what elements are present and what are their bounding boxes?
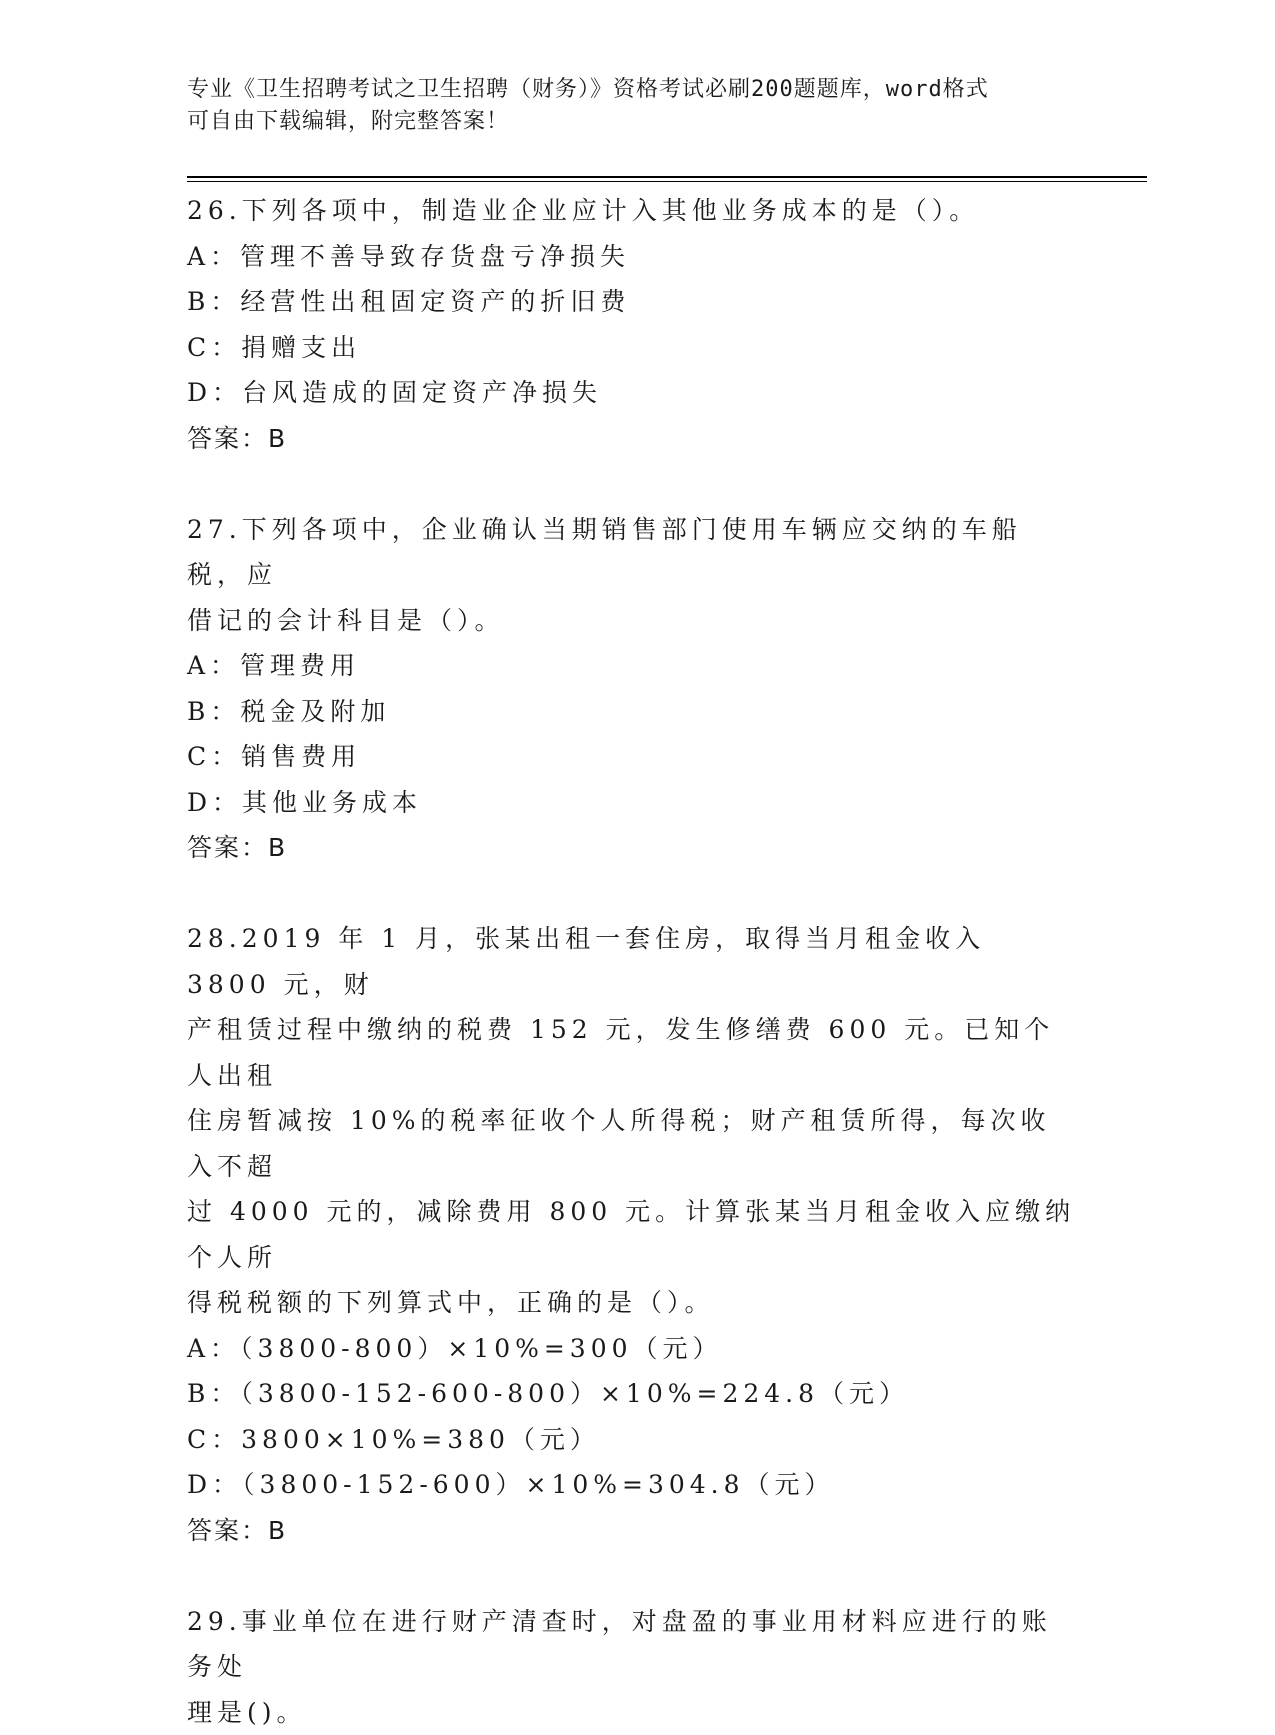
header-divider-thick — [187, 176, 1147, 178]
option-b: B：（3800-152-600-800）×10%=224.8（元） — [187, 1371, 1077, 1417]
header-line-1: 专业《卫生招聘考试之卫生招聘（财务）》资格考试必刷200题题库，word格式 — [187, 74, 1067, 106]
question-27 — [187, 507, 1077, 871]
answer-line: 答案：B — [187, 416, 1077, 462]
question-stem-line: 产租赁过程中缴纳的税费 152 元，发生修缮费 600 元。已知个人出租 — [187, 1007, 1077, 1098]
question-list — [187, 188, 1077, 1735]
header-line-2: 可自由下载编辑，附完整答案！ — [187, 106, 1067, 138]
question-28 — [187, 916, 1077, 1553]
question-stem-line: 29.事业单位在进行财产清查时，对盘盈的事业用材料应进行的账务处 — [187, 1599, 1077, 1690]
question-stem-line: 借记的会计科目是（）。 — [187, 598, 1077, 644]
question-stem-line: 得税税额的下列算式中，正确的是（）。 — [187, 1280, 1077, 1326]
question-stem-line: 26.下列各项中，制造业企业应计入其他业务成本的是（）。 — [187, 188, 1077, 234]
option-c: C：捐赠支出 — [187, 325, 1077, 371]
document-header — [187, 74, 1067, 138]
option-c: C：销售费用 — [187, 734, 1077, 780]
option-b: B：税金及附加 — [187, 689, 1077, 735]
question-spacer — [187, 1553, 1077, 1599]
option-d: D：台风造成的固定资产净损失 — [187, 370, 1077, 416]
question-stem-line: 28.2019 年 1 月，张某出租一套住房，取得当月租金收入 3800 元，财 — [187, 916, 1077, 1007]
question-stem-line: 过 4000 元的，减除费用 800 元。计算张某当月租金收入应缴纳个人所 — [187, 1189, 1077, 1280]
question-spacer — [187, 461, 1077, 507]
question-spacer — [187, 871, 1077, 917]
question-26 — [187, 188, 1077, 461]
option-d: D：其他业务成本 — [187, 780, 1077, 826]
answer-line: 答案：B — [187, 1508, 1077, 1554]
option-a: A：（3800-800）×10%=300（元） — [187, 1326, 1077, 1372]
header-divider-thin — [187, 181, 1147, 182]
option-d: D：（3800-152-600）×10%=304.8（元） — [187, 1462, 1077, 1508]
answer-line: 答案：B — [187, 825, 1077, 871]
question-stem-line: 27.下列各项中，企业确认当期销售部门使用车辆应交纳的车船税，应 — [187, 507, 1077, 598]
option-a: A：管理费用 — [187, 643, 1077, 689]
question-29 — [187, 1599, 1077, 1735]
question-stem-line: 住房暂减按 10%的税率征收个人所得税；财产租赁所得，每次收入不超 — [187, 1098, 1077, 1189]
option-a: A：管理不善导致存货盘亏净损失 — [187, 234, 1077, 280]
question-stem-line: 理是()。 — [187, 1690, 1077, 1735]
option-b: B：经营性出租固定资产的折旧费 — [187, 279, 1077, 325]
option-c: C：3800×10%=380（元） — [187, 1417, 1077, 1463]
